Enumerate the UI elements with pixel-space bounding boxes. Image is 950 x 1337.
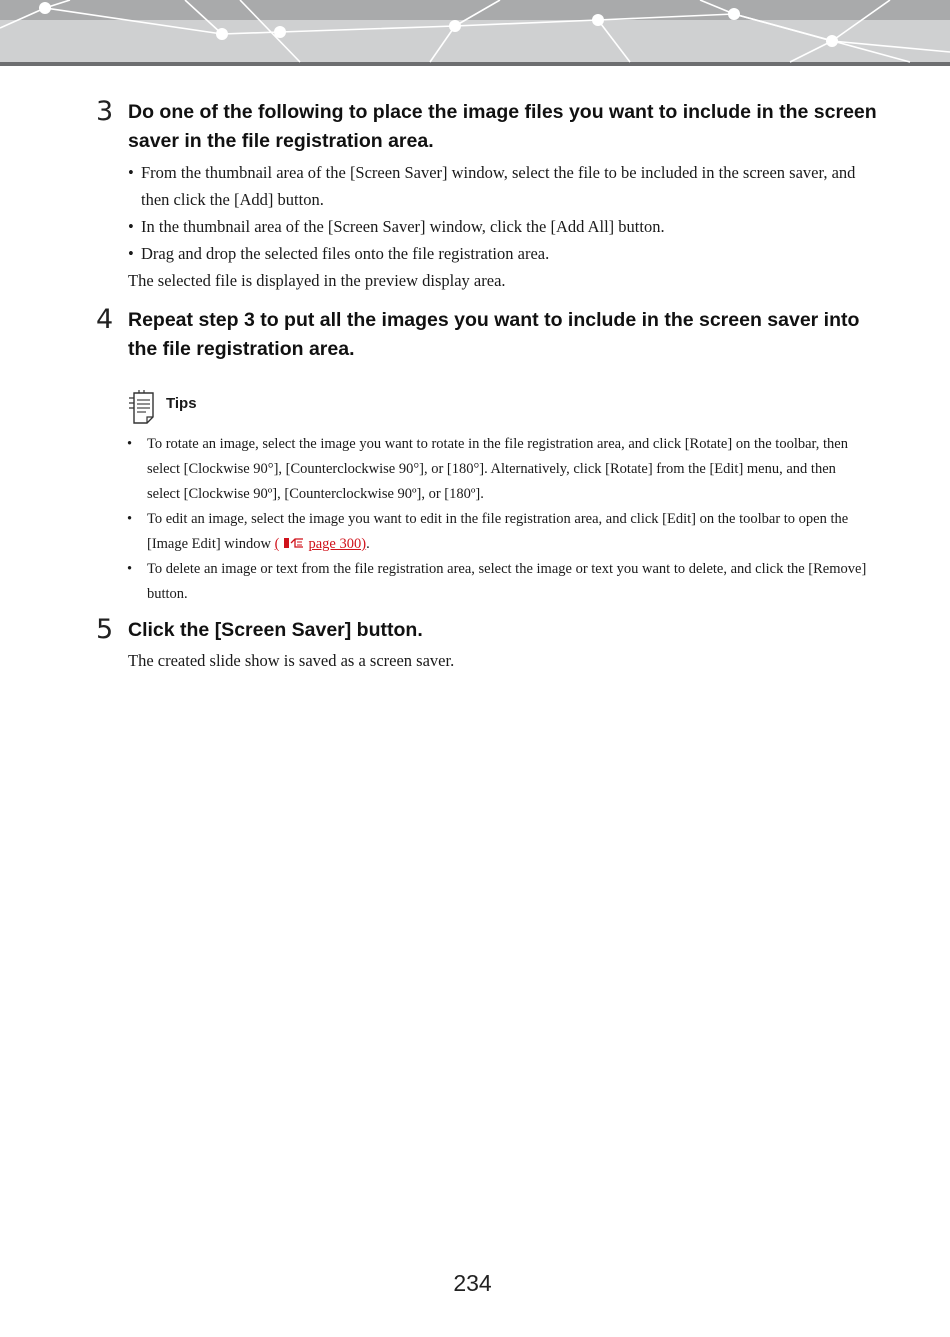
list-item: • To rotate an image, select the image you want to rotate in the file registration area, and click [Rotate] on the toolbar, then select [Clockwise 90°], [Counterclockwise 90°], or [180°]. Alternatively, click [Rotate] from the [Edit] menu, and then select [Clockwise 90º], [Counterclockwise 90º], or [180º]. bbox=[125, 432, 870, 507]
step-number: 3 bbox=[96, 96, 114, 127]
step-note: The selected file is displayed in the preview display area. bbox=[128, 271, 506, 290]
step-3 bbox=[96, 98, 886, 294]
step-title: Repeat step 3 to put all the images you want to include in the screen saver into the file registration area. bbox=[128, 309, 860, 360]
step-number: 5 bbox=[96, 614, 114, 645]
tips-header bbox=[125, 390, 870, 424]
tips-list bbox=[125, 432, 870, 607]
page-reference-link[interactable]: ( page 300) bbox=[274, 536, 367, 552]
list-item: • To edit an image, select the image you want to edit in the file registration area, and click [Edit] on the toolbar to open the [Image Edit] window ( page 300). bbox=[125, 507, 870, 557]
step-number: 4 bbox=[96, 304, 114, 335]
list-item: • In the thumbnail area of the [Screen Saver] window, click the [Add All] button. bbox=[128, 213, 886, 240]
step-4 bbox=[96, 306, 886, 364]
tip-text: To edit an image, select the image you want to edit in the file registration area, and click [Edit] on the toolbar to open the [Image Edit] window bbox=[147, 511, 849, 552]
step-title: Do one of the following to place the image files you want to include in the screen saver in the file registration area. bbox=[128, 101, 877, 152]
step-title: Click the [Screen Saver] button. bbox=[128, 619, 423, 641]
step-5 bbox=[96, 616, 886, 674]
memo-icon bbox=[125, 390, 157, 424]
book-pointer-icon bbox=[283, 536, 305, 550]
page-number: 234 bbox=[453, 1270, 492, 1296]
step-note: The created slide show is saved as a screen saver. bbox=[128, 651, 455, 670]
header-decoration bbox=[0, 0, 950, 68]
list-item: • Drag and drop the selected files onto the file registration area. bbox=[128, 240, 886, 267]
step-bullet-list bbox=[128, 159, 886, 267]
tips-label: Tips bbox=[166, 395, 197, 412]
list-item: • From the thumbnail area of the [Screen Saver] window, select the file to be included in the screen saver, and then click the [Add] button. bbox=[128, 159, 886, 213]
list-item: • To delete an image or text from the file registration area, select the image or text you want to delete, and click the [Remove] button. bbox=[125, 557, 870, 607]
tips-box bbox=[125, 390, 870, 607]
